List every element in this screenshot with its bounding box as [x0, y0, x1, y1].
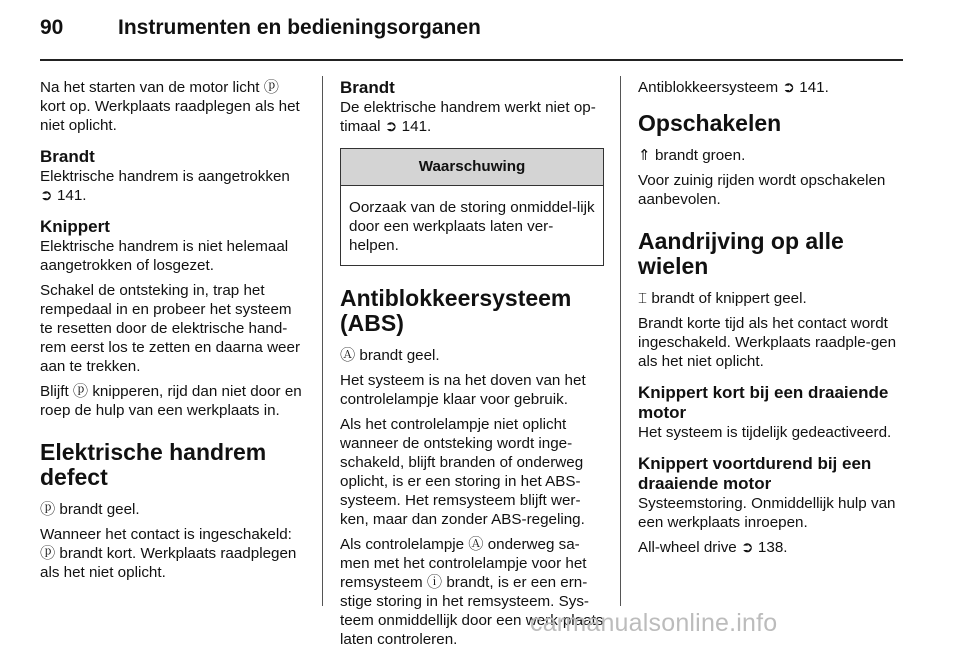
heading-handrem-defect: Elektrische handrem defect [40, 439, 267, 490]
column-right [638, 78, 904, 563]
column-divider-1 [322, 76, 323, 606]
abs-reference-paragraph: Antiblokkeersysteem ➲ 141. [638, 79, 829, 96]
heading-opschakelen: Opschakelen [638, 110, 782, 136]
awd-contact-paragraph: Brandt korte tijd als het contact wordt ingeschakeld. Werkplaats raadple-gen als het niet oplicht. [638, 315, 897, 370]
brandt-text: Elektrische handrem is aangetrokken ➲ 141. [40, 168, 290, 204]
heading-knippert-voortdurend: Knippert voortdurend bij een draaiende motor [638, 454, 872, 493]
heading-knippert: Knippert [40, 217, 110, 236]
abs-fault-paragraph: Als het controlelampje niet oplicht wanneer de ontsteking wordt inge-schakeld, blijft branden of onderweg oplicht, is er een storing in het ABS-systeem. Het remsysteem blijft wer-ken, maar dan zonder ABS-regeling. [340, 416, 585, 528]
warning-body [341, 186, 603, 265]
warning-text: Oorzaak van de storing onmiddel-lijk door een werkplaats laten ver-helpen. [349, 199, 595, 254]
awd-yellow-paragraph: ⌶ brandt of knippert geel. [638, 290, 807, 307]
warning-title: Waarschuwing [341, 149, 603, 186]
column-divider-2 [620, 76, 621, 606]
intro-paragraph: Na het starten van de motor licht ⓟ kort op. Werkplaats raadplegen als het niet oplicht. [40, 79, 300, 134]
warning-box [340, 148, 604, 266]
kort-text: Het systeem is tijdelijk gedeactiveerd. [638, 424, 892, 441]
heading-abs: Antiblokkeersysteem (ABS) [340, 285, 572, 336]
page-header [0, 0, 960, 60]
upshift-green-paragraph: ⇑ brandt groen. [638, 147, 746, 164]
heading-awd: Aandrijving op alle wielen [638, 228, 844, 279]
abs-yellow-paragraph: Ⓐ brandt geel. [340, 347, 440, 364]
upshift-advice-paragraph: Voor zuinig rijden wordt opschakelen aanbevolen. [638, 172, 886, 208]
watermark: carmanualsonline.info [530, 609, 778, 637]
abs-serious-paragraph: Als controlelampje Ⓐ onderweg sa-men met het controlelampje voor het remsysteem ⓘ brandt, is er een ern-stige storing in het remsysteem. Sys-teem onmiddellijk door een werk-plaats laten controleren. [340, 536, 604, 648]
defect-contact-paragraph: Wanneer het contact is ingeschakeld: ⓟ brandt kort. Werkplaats raadplegen als het niet oplicht. [40, 526, 297, 581]
abs-ready-paragraph: Het systeem is na het doven van het controlelampje klaar voor gebruik. [340, 372, 586, 408]
awd-reference-paragraph: All-wheel drive ➲ 138. [638, 539, 788, 556]
column-middle [340, 78, 604, 655]
heading-knippert-kort: Knippert kort bij een draaiende motor [638, 383, 889, 422]
brandt-text-2: De elektrische handrem werkt niet op-timaal ➲ 141. [340, 99, 596, 135]
reset-paragraph: Schakel de ontsteking in, trap het rempedaal in en probeer het systeem te resetten door de elektrische hand-rem eerst los te zetten en daarna weer aan te trekken. [40, 282, 301, 375]
header-divider [40, 59, 903, 61]
column-left [40, 78, 306, 588]
flashing-paragraph: Blijft ⓟ knipperen, rijd dan niet door en roep de hulp van een werkplaats in. [40, 383, 302, 419]
defect-yellow-paragraph: ⓟ brandt geel. [40, 501, 140, 518]
voort-text: Systeemstoring. Onmiddellijk hulp van een werkplaats inroepen. [638, 495, 896, 531]
page-title: Instrumenten en bedieningsorganen [118, 16, 481, 39]
heading-brandt-2: Brandt [340, 78, 395, 97]
page-number: 90 [40, 16, 64, 39]
knippert-text: Elektrische handrem is niet helemaal aangetrokken of losgezet. [40, 238, 289, 274]
heading-brandt: Brandt [40, 147, 95, 166]
